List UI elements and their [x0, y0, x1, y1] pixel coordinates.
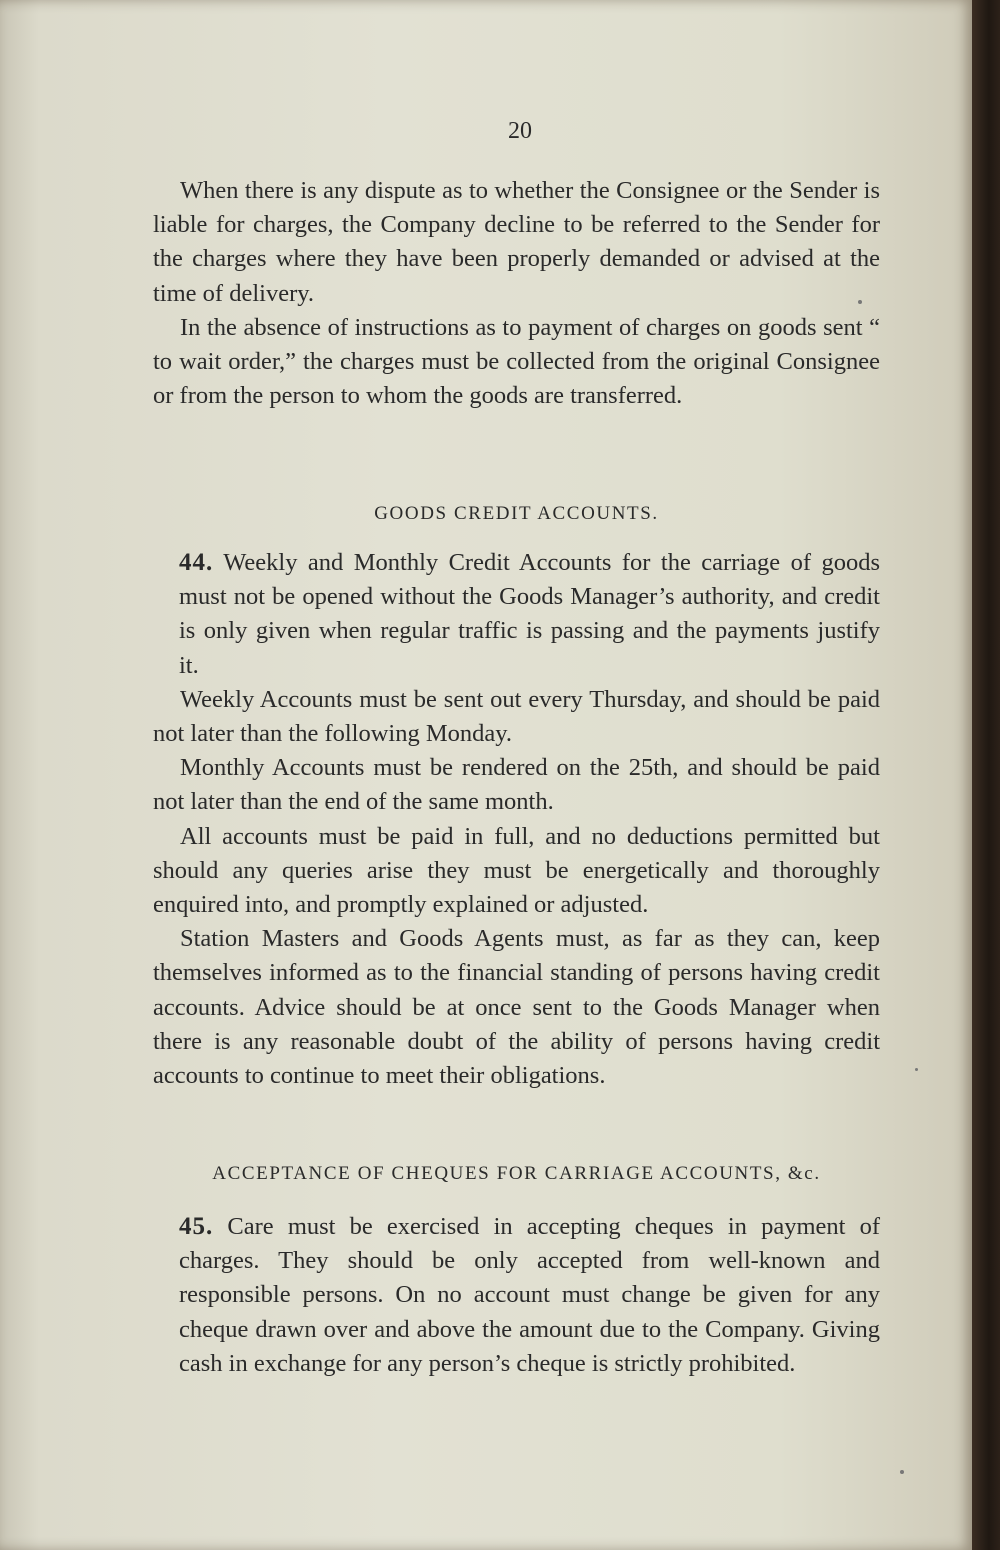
- section-heading-goods-credit: GOODS CREDIT ACCOUNTS.: [374, 503, 659, 524]
- page-number: 20: [508, 118, 532, 144]
- intro-text: [153, 174, 880, 413]
- paragraph: In the absence of instructions as to payment of charges on goods sent “ to wait order,” the charges must be collected from the original Consignee or from the person to whom the goods are transferred.: [153, 313, 880, 410]
- rule-45-paragraph: [153, 1210, 880, 1381]
- paragraph: Station Masters and Goods Agents must, as far as they can, keep themselves informed as to the financial standing of persons having credit accounts. Advice should be at once sent to the Goods Manager when there is any reasonable doubt of the ability of persons having credit accounts to continue to meet their obligations.: [153, 925, 880, 1090]
- paragraph-text: Weekly and Monthly Credit Accounts for the carriage of goods must not be opened without the Goods Manager’s authority, and credit is only given when regular traffic is passing and the payments justify it.: [179, 549, 880, 679]
- paragraph: All accounts must be paid in full, and no deductions permitted but should any queries arise they must be energetically and thoroughly enquired into, and promptly explained or adjusted.: [153, 822, 880, 919]
- paper-speck: [858, 300, 862, 304]
- paragraph: When there is any dispute as to whether the Consignee or the Sender is liable for charges, the Company decline to be referred to the Sender for the charges where they have been properly demanded or advised at the time of delivery.: [153, 177, 880, 307]
- paper-speck: [900, 1470, 904, 1474]
- rule-number: 44.: [179, 549, 214, 576]
- paragraph: Weekly Accounts must be sent out every Thursday, and should be paid not later than the following Monday.: [153, 685, 880, 748]
- paragraph: Monthly Accounts must be rendered on the 25th, and should be paid not later than the end of the same month.: [153, 754, 880, 816]
- book-spine-edge: [972, 0, 1000, 1550]
- rule-45-text: [153, 1210, 880, 1381]
- rule-44-text: [153, 546, 880, 1093]
- paragraph-text: Care must be exercised in accepting cheques in payment of charges. They should be only accepted from well-known and responsible persons. On no account must change be given for any cheque drawn over and above the amount due to the Company. Giving cash in exchange for any person’s cheque is strictly prohibited.: [179, 1213, 881, 1377]
- rule-number: 45.: [179, 1213, 214, 1240]
- rule-44-first-paragraph: [153, 546, 880, 683]
- paper-speck: [915, 1068, 918, 1071]
- section-heading-cheques: ACCEPTANCE OF CHEQUES FOR CARRIAGE ACCOUNTS, &c.: [212, 1163, 821, 1184]
